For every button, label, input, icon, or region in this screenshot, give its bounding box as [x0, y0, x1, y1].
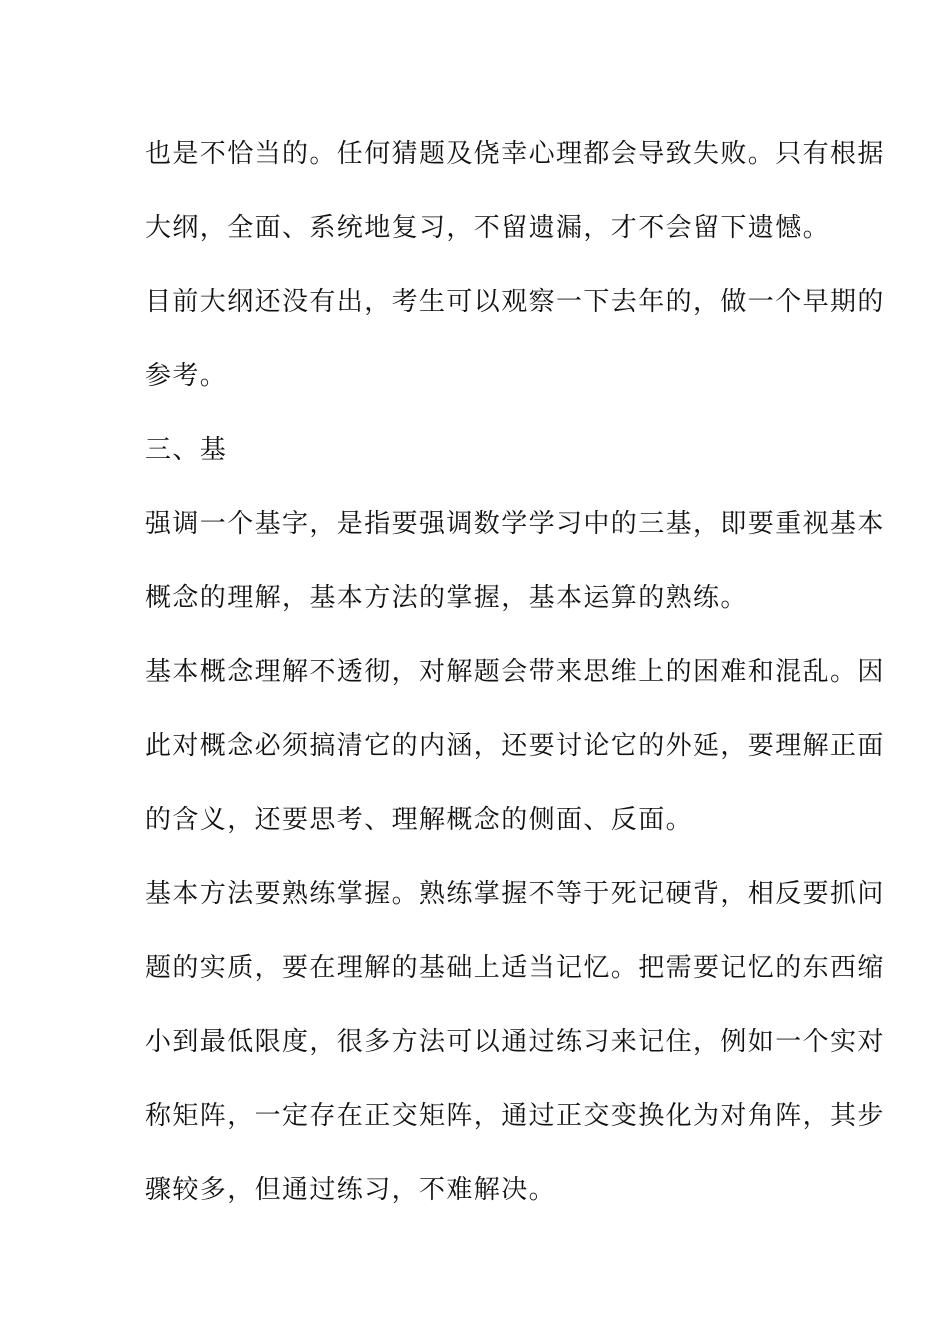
text-line: 强调一个基字，是指要强调数学学习中的三基，即要重视基本	[145, 509, 885, 539]
text-line: 参考。	[145, 361, 228, 391]
text-line: 基本方法要熟练掌握。熟练掌握不等于死记硬背，相反要抓问	[145, 879, 885, 909]
text-line: 大纲，全面、系统地复习，不留遗漏，才不会留下遗憾。	[145, 213, 831, 243]
text-line: 基本概念理解不透彻，对解题会带来思维上的困难和混乱。因	[145, 657, 885, 687]
text-line: 骤较多，但通过练习，不难解决。	[145, 1175, 557, 1205]
text-line: 概念的理解，基本方法的掌握，基本运算的熟练。	[145, 583, 748, 613]
section-heading: 三、基	[145, 435, 228, 465]
text-line: 也是不恰当的。任何猜题及侥幸心理都会导致失败。只有根据	[145, 139, 885, 169]
text-line: 此对概念必须搞清它的内涵，还要讨论它的外延，要理解正面	[145, 731, 885, 761]
text-line: 小到最低限度，很多方法可以通过练习来记住，例如一个实对	[145, 1027, 885, 1057]
text-line: 的含义，还要思考、理解概念的侧面、反面。	[145, 805, 694, 835]
text-line: 目前大纲还没有出，考生可以观察一下去年的，做一个早期的	[145, 287, 885, 317]
text-line: 称矩阵，一定存在正交矩阵，通过正交变换化为对角阵，其步	[145, 1101, 885, 1131]
document-body	[145, 117, 885, 1227]
text-line: 题的实质，要在理解的基础上适当记忆。把需要记忆的东西缩	[145, 953, 885, 983]
